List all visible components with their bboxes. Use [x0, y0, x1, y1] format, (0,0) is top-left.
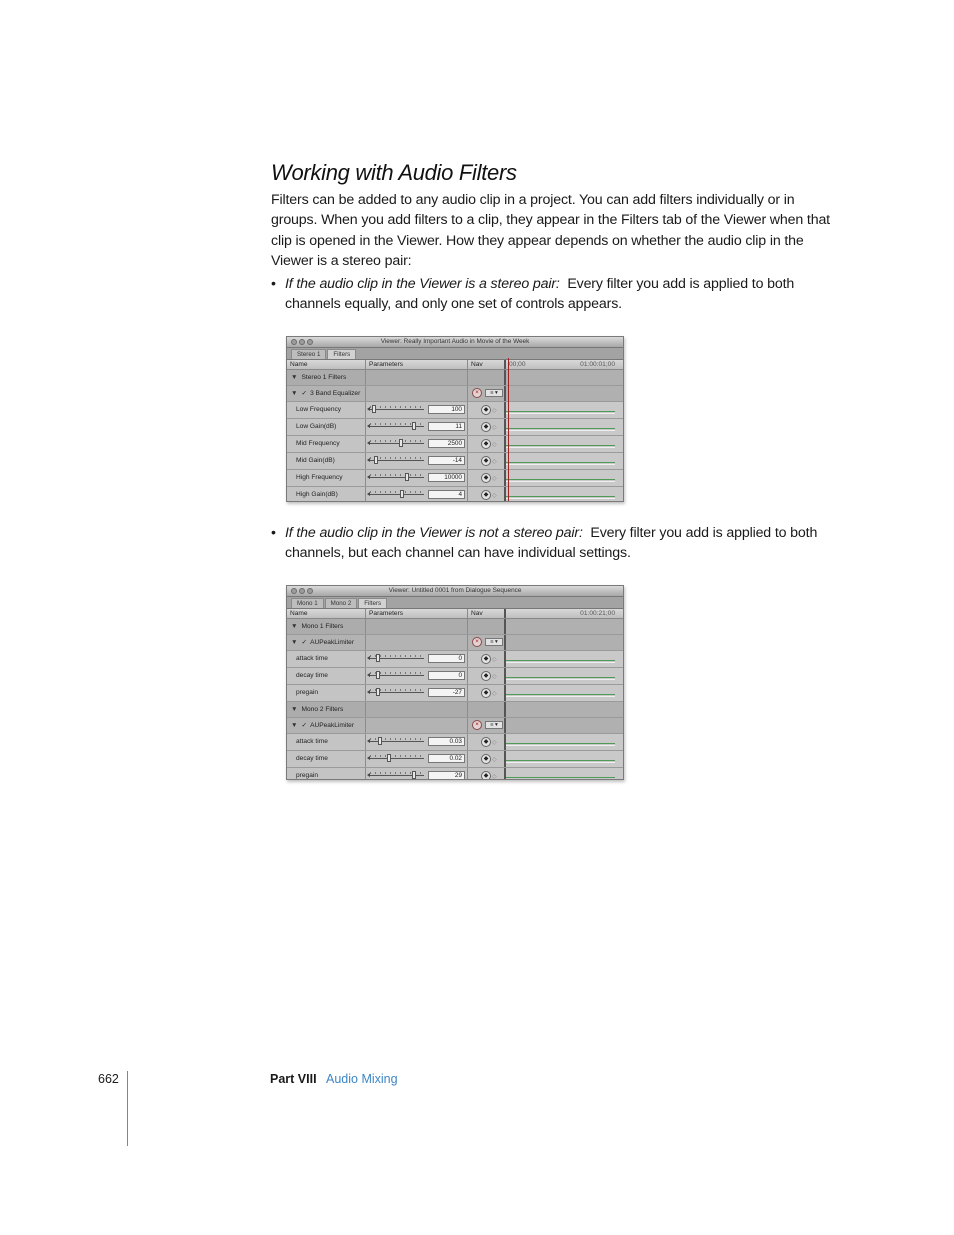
column-nav: Nav [468, 360, 506, 369]
filter-row [287, 718, 623, 734]
parameter-slider[interactable] [370, 692, 424, 693]
keyframe-nav-arrow-icon[interactable]: ◇ [492, 425, 497, 431]
tab-mono-1[interactable]: Mono 1 [291, 598, 324, 608]
parameter-value-field[interactable]: 29 [428, 771, 465, 780]
keyframe-graph[interactable] [506, 453, 623, 469]
close-window-button[interactable] [291, 339, 297, 345]
minimize-window-button[interactable] [299, 588, 305, 594]
bullet-not-stereo-pair [271, 523, 831, 564]
filter-group-row [287, 370, 623, 386]
keyframe-graph[interactable] [506, 436, 623, 452]
timecode-start: 00;00 [509, 361, 526, 368]
graph-baseline [506, 498, 615, 499]
group-label: Mono 2 Filters [301, 706, 344, 713]
slider-ticks [370, 440, 424, 442]
keyframe-button-icon[interactable]: ◆ [481, 456, 491, 466]
disclosure-triangle-icon[interactable]: ▼ [291, 623, 298, 630]
keyframe-graph[interactable] [506, 470, 623, 486]
graph-line [506, 445, 615, 446]
keyframe-button-icon[interactable]: ◆ [481, 754, 491, 764]
viewer-window-mono [286, 585, 624, 780]
slider-thumb[interactable] [378, 737, 382, 745]
filter-group-row [287, 702, 623, 718]
parameter-row [287, 668, 623, 685]
parameter-value-field[interactable]: 2500 [428, 439, 465, 448]
parameter-name: pregain [287, 685, 366, 701]
tab-filters[interactable]: Filters [358, 598, 387, 608]
graph-line [506, 462, 615, 463]
parameter-row [287, 651, 623, 668]
parameter-list [287, 619, 623, 780]
bullet-marker: • [271, 525, 276, 541]
section-link[interactable]: Audio Mixing [326, 1072, 398, 1086]
graph-baseline [506, 762, 615, 763]
keyframe-button-icon[interactable]: ◆ [481, 439, 491, 449]
part-label: Part VIII [270, 1072, 317, 1086]
parameter-name: attack time [287, 734, 366, 750]
slider-thumb[interactable] [400, 490, 404, 498]
group-label: Stereo 1 Filters [301, 374, 347, 381]
intro-paragraph: Filters can be added to any audio clip in a project. You can add filters individually or in groups. When you add filters to a clip, they appear in the Filters tab of the Viewer when that clip is opened in the Viewer. How they appear depends on whether the audio clip in the Viewer is a stereo pair: [271, 192, 830, 270]
disclosure-triangle-icon[interactable]: ▼ [291, 706, 298, 713]
tab-mono-2[interactable]: Mono 2 [325, 598, 358, 608]
graph-baseline [506, 413, 615, 414]
graph-line [506, 411, 615, 412]
group-label: Mono 1 Filters [301, 623, 344, 630]
timecode-end: 01:00:21;00 [580, 610, 615, 617]
parameter-list [287, 402, 623, 502]
parameter-row [287, 453, 623, 470]
filter-label: 3 Band Equalizer [310, 390, 361, 397]
viewer-title: Viewer: Really Important Audio in Movie of the Week [380, 338, 530, 345]
keyframe-graph[interactable] [506, 685, 623, 701]
parameter-slider[interactable] [370, 675, 424, 676]
parameter-value-field[interactable]: 10000 [428, 473, 465, 482]
graph-baseline [506, 662, 615, 663]
parameter-value-field[interactable]: 0 [428, 654, 465, 663]
disclosure-triangle-icon[interactable]: ▼ [291, 639, 298, 646]
keyframe-button-icon[interactable]: ◆ [481, 473, 491, 483]
parameter-row [287, 470, 623, 487]
parameter-name: High Gain(dB) [287, 487, 366, 502]
keyframe-graph[interactable] [506, 487, 623, 502]
keyframe-nav-arrow-icon[interactable]: ◇ [492, 674, 497, 680]
parameter-name: decay time [287, 751, 366, 767]
slider-thumb[interactable] [376, 688, 380, 696]
parameter-name: Low Gain(dB) [287, 419, 366, 435]
viewer-titlebar [287, 337, 623, 348]
parameter-slider[interactable] [370, 658, 424, 659]
graph-line [506, 660, 615, 661]
graph-baseline [506, 430, 615, 431]
keyframe-button-icon[interactable]: ◆ [481, 737, 491, 747]
graph-line [506, 479, 615, 480]
timecode-ruler[interactable] [506, 360, 623, 369]
slider-thumb[interactable] [405, 473, 409, 481]
parameter-value-field[interactable]: 4 [428, 490, 465, 499]
slider-ticks [370, 491, 424, 493]
close-window-button[interactable] [291, 588, 297, 594]
tab-stereo-1[interactable]: Stereo 1 [291, 349, 326, 359]
parameter-value-field[interactable]: 0.03 [428, 737, 465, 746]
parameter-value-field[interactable]: 0.02 [428, 754, 465, 763]
parameter-name: decay time [287, 668, 366, 684]
bullet-marker: • [271, 276, 276, 292]
keyframe-graph[interactable] [506, 751, 623, 767]
enable-checkbox[interactable]: ✓ [301, 390, 308, 397]
viewer-tabs [287, 348, 623, 360]
graph-baseline [506, 447, 615, 448]
disclosure-triangle-icon[interactable]: ▼ [291, 722, 298, 729]
parameter-slider[interactable] [370, 775, 424, 776]
parameter-name: Mid Gain(dB) [287, 453, 366, 469]
reset-icon[interactable]: × [472, 388, 482, 398]
graph-line [506, 694, 615, 695]
zoom-window-button[interactable] [307, 588, 313, 594]
keyframe-nav-arrow-icon[interactable]: ◇ [492, 442, 497, 448]
slider-thumb[interactable] [376, 671, 380, 679]
keyframe-nav-arrow-icon[interactable]: ◇ [492, 657, 497, 663]
parameter-row [287, 768, 623, 780]
parameter-value-field[interactable]: 11 [428, 422, 465, 431]
graph-baseline [506, 679, 615, 680]
filter-row [287, 386, 623, 402]
keyframe-button-icon[interactable]: ◆ [481, 654, 491, 664]
keyframe-button-icon[interactable]: ◆ [481, 490, 491, 500]
minimize-window-button[interactable] [299, 339, 305, 345]
keyframe-button-icon[interactable]: ◆ [481, 405, 491, 415]
footer-divider [127, 1071, 128, 1146]
parameter-name: pregain [287, 768, 366, 780]
filter-menu-button[interactable]: ≡ ▾ [485, 721, 503, 729]
parameter-slider[interactable] [370, 741, 424, 742]
parameter-slider[interactable] [370, 426, 424, 427]
graph-line [506, 777, 615, 778]
keyframe-graph[interactable] [506, 402, 623, 418]
column-name: Name [287, 360, 366, 369]
column-header [287, 360, 623, 370]
enable-checkbox[interactable]: ✓ [301, 722, 308, 729]
keyframe-nav-arrow-icon[interactable]: ◇ [492, 459, 497, 465]
graph-baseline [506, 779, 615, 780]
slider-ticks [370, 406, 424, 408]
viewer-titlebar [287, 586, 623, 597]
slider-thumb[interactable] [387, 754, 391, 762]
graph-baseline [506, 481, 615, 482]
column-name: Name [287, 609, 366, 618]
reset-icon[interactable]: × [472, 720, 482, 730]
parameter-row [287, 685, 623, 702]
keyframe-nav-arrow-icon[interactable]: ◇ [492, 408, 497, 414]
keyframe-button-icon[interactable]: ◆ [481, 688, 491, 698]
bullet-lead: If the audio clip in the Viewer is a stereo pair: [285, 276, 560, 292]
filter-menu-button[interactable]: ≡ ▾ [485, 389, 503, 397]
timecode-ruler[interactable] [506, 609, 623, 618]
parameter-slider[interactable] [370, 494, 424, 495]
column-header [287, 609, 623, 619]
enable-checkbox[interactable]: ✓ [301, 639, 308, 646]
slider-thumb[interactable] [372, 405, 376, 413]
parameter-row [287, 402, 623, 419]
keyframe-graph[interactable] [506, 651, 623, 667]
filter-label: AUPeakLimiter [310, 722, 355, 729]
parameter-value-field[interactable]: -27 [428, 688, 465, 697]
tab-filters[interactable]: Filters [327, 349, 356, 359]
column-parameters: Parameters [366, 609, 468, 618]
bullet-text: Every filter you add is applied to both channels equally, and only one set of controls appears. [285, 276, 795, 313]
graph-line [506, 760, 615, 761]
parameter-slider[interactable] [370, 477, 424, 478]
slider-thumb[interactable] [412, 422, 416, 430]
keyframe-button-icon[interactable]: ◆ [481, 422, 491, 432]
column-parameters: Parameters [366, 360, 468, 369]
keyframe-nav-arrow-icon[interactable]: ◇ [492, 757, 497, 763]
slider-thumb[interactable] [376, 654, 380, 662]
keyframe-graph[interactable] [506, 419, 623, 435]
parameter-name: Low Frequency [287, 402, 366, 418]
filter-group-row [287, 619, 623, 635]
slider-thumb[interactable] [374, 456, 378, 464]
section-heading: Working with Audio Filters [271, 160, 517, 185]
filter-label: AUPeakLimiter [310, 639, 355, 646]
parameter-row [287, 734, 623, 751]
keyframe-nav-arrow-icon[interactable]: ◇ [492, 476, 497, 482]
graph-line [506, 496, 615, 497]
keyframe-button-icon[interactable]: ◆ [481, 771, 491, 780]
parameter-name: High Frequency [287, 470, 366, 486]
graph-baseline [506, 464, 615, 465]
graph-line [506, 428, 615, 429]
parameter-value-field[interactable]: 0 [428, 671, 465, 680]
slider-thumb[interactable] [412, 771, 416, 779]
bullet-stereo-pair [271, 274, 831, 315]
column-nav: Nav [468, 609, 506, 618]
parameter-row [287, 487, 623, 502]
filter-row [287, 635, 623, 651]
viewer-window-stereo [286, 336, 624, 502]
reset-icon[interactable]: × [472, 637, 482, 647]
parameter-slider[interactable] [370, 758, 424, 759]
disclosure-triangle-icon[interactable]: ▼ [291, 390, 298, 397]
playhead[interactable] [508, 358, 509, 501]
parameter-value-field[interactable]: 100 [428, 405, 465, 414]
page-number: 662 [98, 1072, 119, 1086]
keyframe-nav-arrow-icon[interactable]: ◇ [492, 691, 497, 697]
keyframe-nav-arrow-icon[interactable]: ◇ [492, 493, 497, 499]
filter-menu-button[interactable]: ≡ ▾ [485, 638, 503, 646]
window-controls [291, 588, 313, 594]
parameter-value-field[interactable]: -14 [428, 456, 465, 465]
slider-ticks [370, 474, 424, 476]
parameter-name: Mid Frequency [287, 436, 366, 452]
graph-baseline [506, 745, 615, 746]
viewer-title: Viewer: Untitled 0001 from Dialogue Sequence [388, 587, 522, 594]
timecode-end: 01:00:01;00 [580, 361, 615, 368]
zoom-window-button[interactable] [307, 339, 313, 345]
parameter-slider[interactable] [370, 460, 424, 461]
parameter-name: attack time [287, 651, 366, 667]
graph-line [506, 743, 615, 744]
graph-line [506, 677, 615, 678]
keyframe-graph[interactable] [506, 668, 623, 684]
bullet-text: Every filter you add is applied to both channels, but each channel can have individual settings. [285, 525, 818, 562]
parameter-row [287, 436, 623, 453]
keyframe-button-icon[interactable]: ◆ [481, 671, 491, 681]
parameter-row [287, 751, 623, 768]
disclosure-triangle-icon[interactable]: ▼ [291, 374, 298, 381]
bullet-lead: If the audio clip in the Viewer is not a stereo pair: [285, 525, 583, 541]
graph-baseline [506, 696, 615, 697]
keyframe-graph[interactable] [506, 768, 623, 780]
slider-thumb[interactable] [399, 439, 403, 447]
parameter-slider[interactable] [370, 409, 424, 410]
keyframe-nav-arrow-icon[interactable]: ◇ [492, 774, 497, 780]
keyframe-nav-arrow-icon[interactable]: ◇ [492, 740, 497, 746]
parameter-row [287, 419, 623, 436]
keyframe-graph[interactable] [506, 734, 623, 750]
slider-ticks [370, 755, 424, 757]
window-controls [291, 339, 313, 345]
parameter-slider[interactable] [370, 443, 424, 444]
viewer-tabs [287, 597, 623, 609]
